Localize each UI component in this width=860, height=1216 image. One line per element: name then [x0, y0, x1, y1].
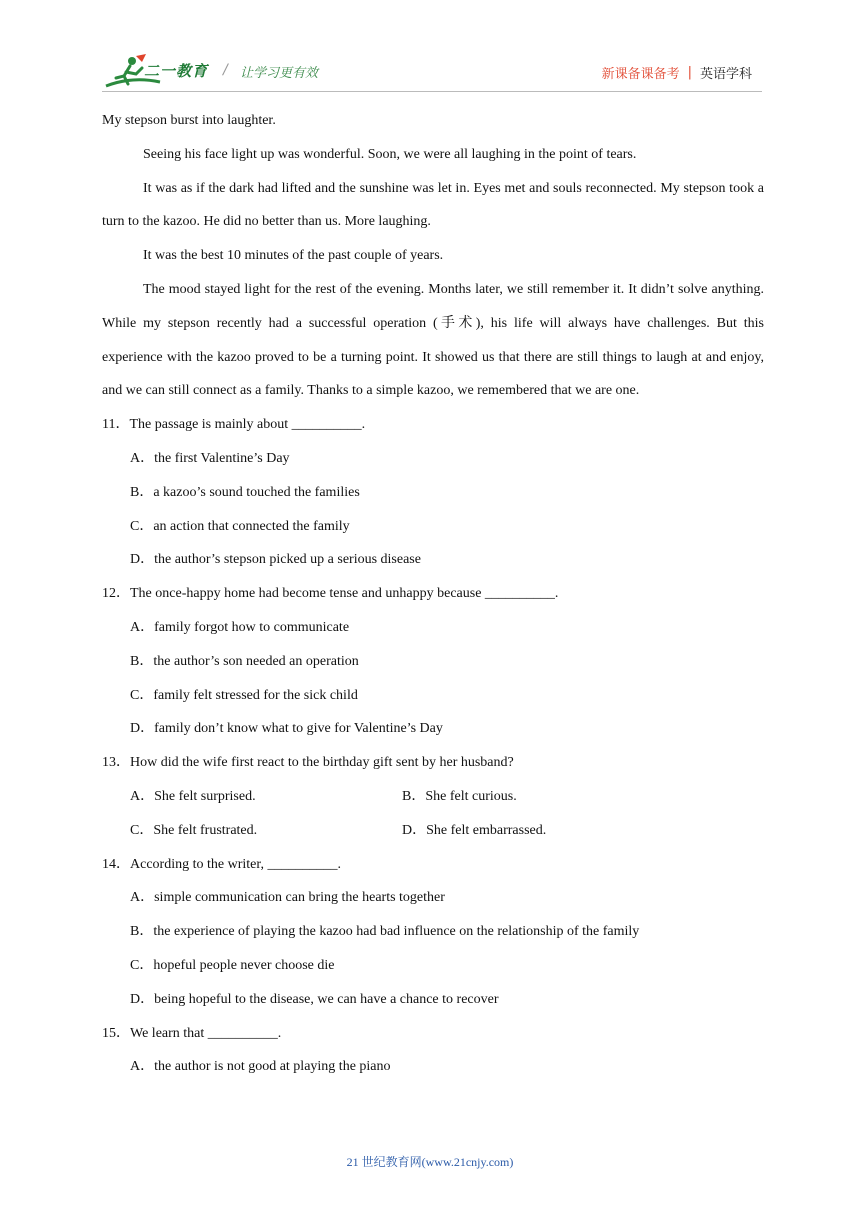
- header-slash: /: [223, 62, 228, 78]
- header-separator: |: [687, 65, 692, 80]
- answer-option: C．an action that connected the family: [130, 518, 350, 534]
- header-slogan: 让学习更有效: [240, 66, 319, 81]
- answer-option: A．simple communication can bring the hearts together: [130, 890, 445, 906]
- answer-option-row: [102, 814, 764, 848]
- passage-paragraph: Seeing his face light up was wonderful. Soon, we were all laughing in the point of tears.: [143, 146, 637, 162]
- header-tag-subject: 英语学科: [699, 67, 752, 82]
- document-body: [102, 104, 764, 1084]
- question-stem: 15．We learn that __________.: [102, 1025, 282, 1041]
- passage-paragraph: It was as if the dark had lifted and the sunshine was let in. Eyes met and souls reconnected. My stepson took a turn to the kazoo. He did no better than us. More laughing.: [102, 180, 764, 230]
- passage-paragraph: My stepson burst into laughter.: [102, 113, 276, 128]
- question-stem: 13．How did the wife first react to the birthday gift sent by her husband?: [102, 755, 514, 771]
- passage-paragraph: It was the best 10 minutes of the past couple of years.: [143, 248, 444, 264]
- answer-option-row: [102, 780, 764, 814]
- page-footer: 21 世纪教育网(www.21cnjy.com): [346, 1155, 514, 1169]
- header-tag-course: 新课备课备考: [601, 67, 680, 82]
- answer-option: B．She felt curious.: [402, 788, 517, 804]
- answer-option: C．She felt frustrated.: [130, 822, 258, 838]
- answer-option: D．being hopeful to the disease, we can have a chance to recover: [130, 991, 499, 1007]
- answer-option: A．the first Valentine’s Day: [130, 450, 290, 466]
- answer-option: D．the author’s stepson picked up a serious disease: [130, 552, 421, 568]
- question-stem: 12．The once-happy home had become tense and unhappy because __________.: [102, 586, 559, 602]
- answer-option: B．a kazoo’s sound touched the families: [130, 484, 360, 500]
- answer-option: B．the experience of playing the kazoo had bad influence on the relationship of the family: [130, 924, 640, 940]
- question-stem: 11．The passage is mainly about __________.: [102, 417, 366, 433]
- logo-text: 二一教育: [144, 62, 209, 80]
- answer-option: C．family felt stressed for the sick child: [130, 687, 358, 703]
- answer-option: A．the author is not good at playing the piano: [130, 1059, 391, 1075]
- answer-option: A．family forgot how to communicate: [130, 619, 350, 635]
- answer-option: B．the author’s son needed an operation: [130, 653, 359, 669]
- header-tags: [602, 63, 752, 82]
- answer-option: D．family don’t know what to give for Valentine’s Day: [130, 721, 443, 737]
- answer-option: D．She felt embarrassed.: [402, 822, 547, 838]
- header-divider: [102, 91, 762, 92]
- answer-option: C．hopeful people never choose die: [130, 957, 335, 973]
- page-header: [0, 0, 860, 95]
- question-stem: 14．According to the writer, __________.: [102, 856, 341, 872]
- passage-paragraph: The mood stayed light for the rest of the evening. Months later, we still remember it. It didn’t solve anything. While my stepson recently had a successful operation (手术), his life will always have challenges. But this experience with the kazoo proved to be a turning point. It showed us that there are still things to laugh at and enjoy, and we can still connect as a family. Thanks to a simple kazoo, we remembered that we are one.: [102, 281, 764, 399]
- answer-option: A．She felt surprised.: [130, 788, 256, 804]
